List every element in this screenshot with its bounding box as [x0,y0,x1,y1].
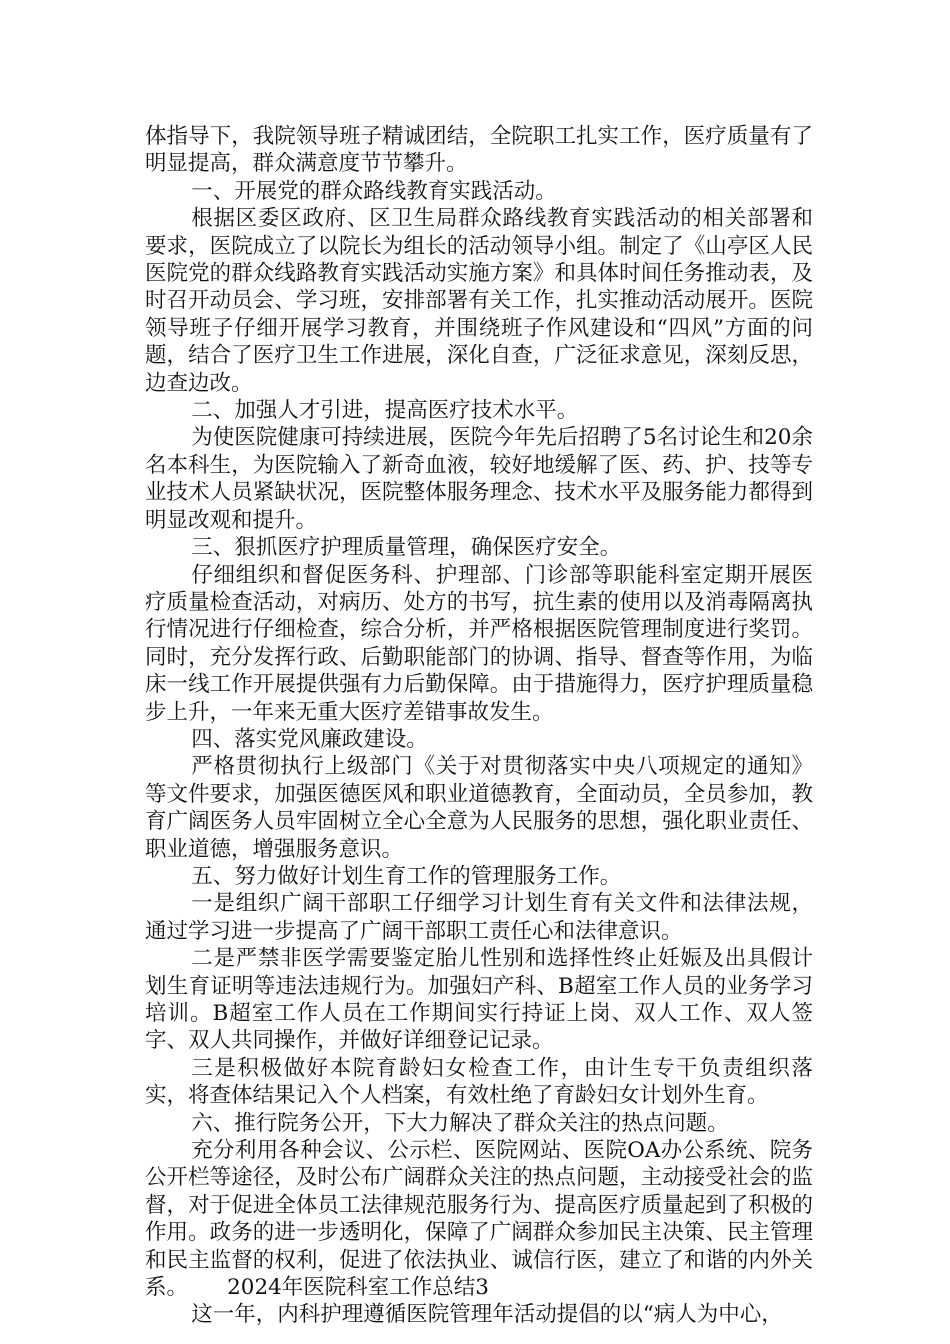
section-heading-6: 六、推行院务公开，下大力解决了群众关注的热点问题。 [191,1110,729,1136]
body-paragraph: 一是组织广阔干部职工仔细学习计划生育有关文件和法律法规，通过学习进一步提高了广阔干部职工责任心和法律意识。 [145,891,813,944]
body-paragraph: 为使医院健康可持续进展，医院今年先后招聘了5名讨论生和20余名本科生，为医院输入了新奇血液，较好地缓解了医、药、护、技等专业技术人员紧缺状况，医院整体服务理念、技术水平及服务能力都得到明显改观和提升。 [145,425,813,533]
body-paragraph: 三是积极做好本院育龄妇女检查工作，由计生专干负责组织落实，将查体结果记入个人档案，有效杜绝了育龄妇女计划外生育。 [145,1055,813,1109]
section-heading-5: 五、努力做好计划生育工作的管理服务工作。 [191,863,622,889]
body-paragraph: 充分利用各种会议、公示栏、医院网站、医院OA办公系统、院务公开栏等途径，及时公布广阔群众关注的热点问题，主动接受社会的监督，对于促进全体员工法律规范服务行为、提高医疗质量起到了积极的作用。政务的进一步透明化，保障了广阔群众参加民主决策、民主管理和民主监督的权利，促进了依法执业、诚信行医，建立了和谐的内外关系。 2024年医院科室工作总结3 [145,1138,813,1301]
body-paragraph: 二是严禁非医学需要鉴定胎儿性别和选择性终止妊娠及出具假计划生育证明等违法违规行为。加强妇产科、B超室工作人员的业务学习培训。B超室工作人员在工作期间实行持证上岗、双人工作、双人签字、双人共同操作，并做好详细登记记录。 [145,946,813,1054]
section-heading-2: 二、加强人才引进，提高医疗技术水平。 [191,398,579,424]
document-body [145,123,813,1329]
section-heading-1: 一、开展党的群众路线教育实践活动。 [191,178,557,204]
body-paragraph: 仔细组织和督促医务科、护理部、门诊部等职能科室定期开展医疗质量检查活动，对病历、处方的书写，抗生素的使用以及消毒隔离执行情况进行仔细检查，综合分析，并严格根据医院管理制度进行奖罚。同时，充分发挥行政、后勤职能部门的协调、指导、督查等作用，为临床一线工作开展提供强有力后勤保障。由于措施得力，医疗护理质量稳步上升，一年来无重大医疗差错事故发生。 [145,562,813,725]
body-paragraph: 根据区委区政府、区卫生局群众路线教育实践活动的相关部署和要求，医院成立了以院长为组长的活动领导小组。制定了《山亭区人民医院党的群众线路教育实践活动实施方案》和具体时间任务推动表，及时召开动员会、学习班，安排部署有关工作，扎实推动活动展开。医院领导班子仔细开展学习教育，并围绕班子作风建设和“四风”方面的问题，结合了医疗卫生工作进展，深化自查，广泛征求意见，深刻反思，边查边改。 [145,206,813,396]
section-heading-4: 四、落实党风廉政建设。 [191,726,428,752]
section-heading-3: 三、狠抓医疗护理质量管理，确保医疗安全。 [191,535,622,561]
continuation-paragraph: 体指导下，我院领导班子精诚团结，全院职工扎实工作，医疗质量有了明显提高，群众满意度节节攀升。 [145,124,813,177]
body-paragraph: 这一年，内科护理遵循医院管理年活动提倡的以“病人为中心， [191,1302,783,1328]
body-paragraph: 严格贯彻执行上级部门《关于对贯彻落实中央八项规定的通知》等文件要求，加强医德医风和职业道德教育，全面动员，全员参加，教育广阔医务人员牢固树立全心全意为人民服务的思想，强化职业责任、职业道德，增强服务意识。 [145,754,813,862]
